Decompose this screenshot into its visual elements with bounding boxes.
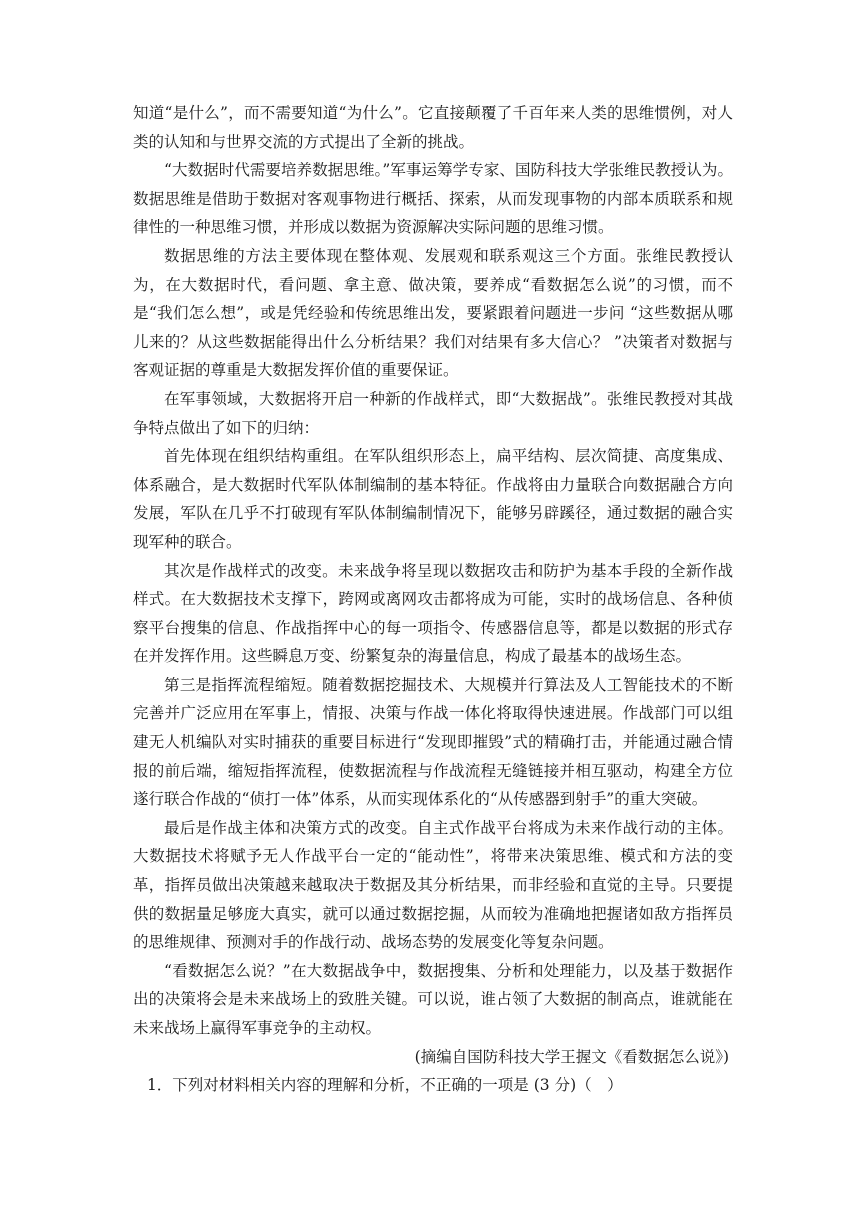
- question-1: 1．下列对材料相关内容的理解和分析，不正确的一项是 (3 分)（ ）: [146, 1076, 623, 1095]
- source-citation: (摘编自国防科技大学王握文《看数据怎么说》): [414, 1047, 729, 1066]
- paragraph-conclusion: “看数据怎么说？”在大数据战争中，数据搜集、分析和处理能力，以及基于数据作出的决策将会是未来战场上的致胜关键。可以说，谁占领了大数据的制高点，谁就能在未来战场上赢得军事竞争的主动权。: [133, 961, 733, 1037]
- paragraph-continuation: 知道“是什么”，而不需要知道“为什么”。它直接颠覆了千百年来人类的思维惯例，对人类的认知和与世界交流的方式提出了全新的挑战。: [133, 104, 733, 151]
- paragraph-thinking-methods: 数据思维的方法主要体现在整体观、发展观和联系观这三个方面。张维民教授认为，在大数据时代，看问题、拿主意、做决策，要养成“看数据怎么说”的习惯，而不是“我们怎么想”，或是凭经验和传统思维出发，要紧跟着问题进一步问 “这些数据从哪儿来的？从这些数据能得出什么分析结果？我们对结果有多大信心？ ”决策者对数据与客观证据的尊重是大数据发挥价值的重要保证。: [133, 246, 733, 380]
- paragraph-third-point: 第三是指挥流程缩短。随着数据挖掘技术、大规模并行算法及人工智能技术的不断完善并广泛应用在军事上，情报、决策与作战一体化将取得快速进展。作战部门可以组建无人机编队对实时捕获的重要目标进行“发现即摧毁”式的精确打击，并能通过融合情报的前后端，缩短指挥流程，使数据流程与作战流程无缝链接并相互驱动，构建全方位遂行联合作战的“侦打一体”体系，从而实现体系化的“从传感器到射手”的重大突破。: [133, 675, 733, 809]
- article-body: [133, 99, 733, 1100]
- paragraph-last-point: 最后是作战主体和决策方式的改变。自主式作战平台将成为未来作战行动的主体。大数据技术将赋予无人作战平台一定的“能动性”，将带来决策思维、模式和方法的变革，指挥员做出决策越来越取决于数据及其分析结果，而非经验和直觉的主导。只要提供的数据量足够庞大真实，就可以通过数据挖掘，从而较为准确地把握诸如敌方指挥员的思维规律、预测对手的作战行动、战场态势的发展变化等复杂问题。: [133, 818, 733, 952]
- paragraph-data-thinking: “大数据时代需要培养数据思维。”军事运筹学专家、国防科技大学张维民教授认为。数据思维是借助于数据对客观事物进行概括、探索，从而发现事物的内部本质联系和规律性的一种思维习惯，并形成以数据为资源解决实际问题的思维习惯。: [133, 161, 733, 237]
- paragraph-second-point: 其次是作战样式的改变。未来战争将呈现以数据攻击和防护为基本手段的全新作战样式。在大数据技术支撑下，跨网或离网攻击都将成为可能，实时的战场信息、各种侦察平台搜集的信息、作战指挥中心的每一项指令、传感器信息等，都是以数据的形式存在并发挥作用。这些瞬息万变、纷繁复杂的海量信息，构成了最基本的战场生态。: [133, 561, 733, 666]
- paragraph-military-field: 在军事领域，大数据将开启一种新的作战样式，即“大数据战”。张维民教授对其战争特点做出了如下的归纳：: [133, 389, 733, 437]
- paragraph-first-point: 首先体现在组织结构重组。在军队组织形态上，扁平结构、层次简捷、高度集成、体系融合，是大数据时代军队体制编制的基本特征。作战将由力量联合向数据融合方向发展，军队在几乎不打破现有军队体制编制情况下，能够另辟蹊径，通过数据的融合实现军种的联合。: [133, 447, 733, 551]
